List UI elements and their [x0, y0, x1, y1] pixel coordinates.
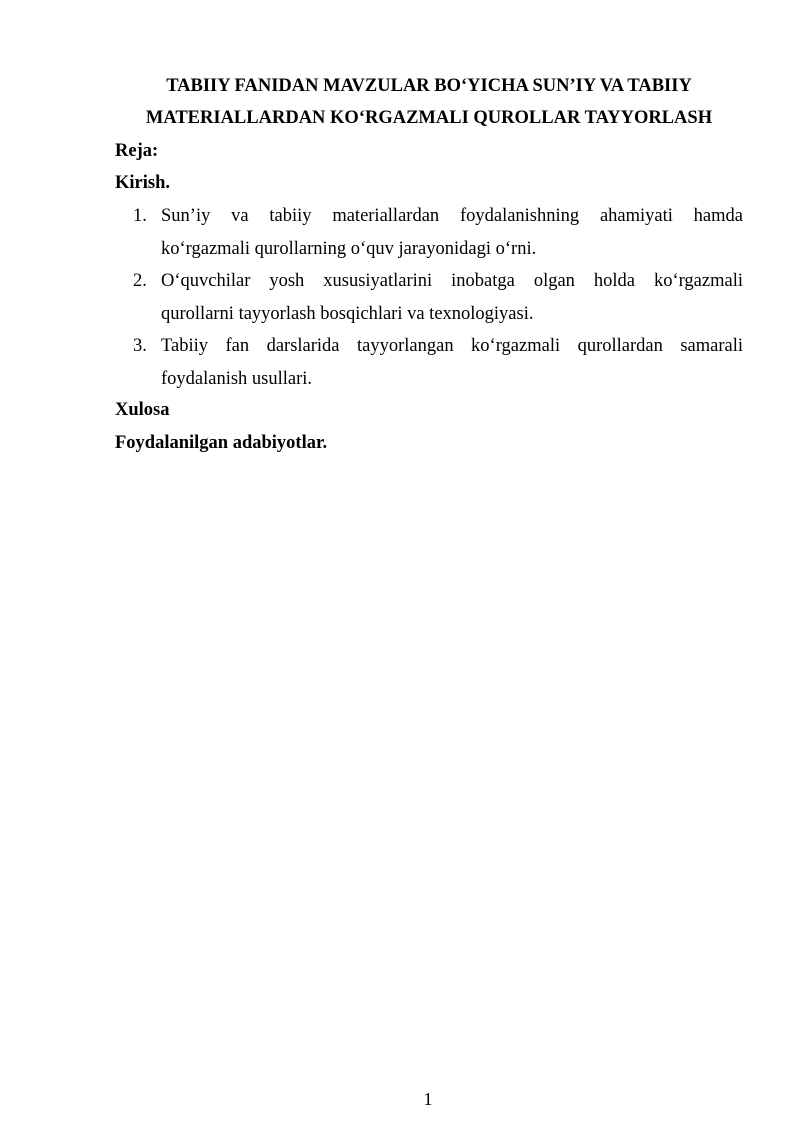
list-item-line: foydalanish usullari. — [161, 368, 313, 389]
references-heading: Foydalanilgan adabiyotlar. — [115, 433, 328, 453]
list-item-text — [161, 330, 743, 395]
list-item-line: Sun’iy va tabiiy materiallardan foydalanishning ahamiyati hamda — [161, 206, 743, 226]
list-item-number: 3. — [133, 336, 147, 356]
list-item-line: O‘quvchilar yosh xususiyatlarini inobatga olgan holda ko‘rgazmali — [161, 271, 743, 291]
introduction-heading: Kirish. — [115, 173, 170, 193]
list-item-text — [161, 265, 743, 330]
document-title-line-2: MATERIALLARDAN KO‘RGAZMALI QUROLLAR TAYYORLASH — [145, 108, 713, 128]
list-item-number: 1. — [133, 206, 147, 226]
list-item-line: qurollarni tayyorlash bosqichlari va texnologiyasi. — [161, 303, 534, 324]
plan-heading: Reja: — [115, 141, 159, 161]
page-number: 1 — [423, 1089, 433, 1109]
conclusion-heading: Xulosa — [115, 400, 170, 420]
list-item-line: Tabiiy fan darslarida tayyorlangan ko‘rgazmali qurollardan samarali — [161, 336, 743, 356]
list-item-number: 2. — [133, 271, 147, 291]
list-item-line: ko‘rgazmali qurollarning o‘quv jarayonidagi o‘rni. — [161, 238, 537, 259]
document-title-line-1: TABIIY FANIDAN MAVZULAR BO‘YICHA SUN’IY VA TABIIY — [166, 76, 692, 96]
list-item-text — [161, 200, 743, 265]
